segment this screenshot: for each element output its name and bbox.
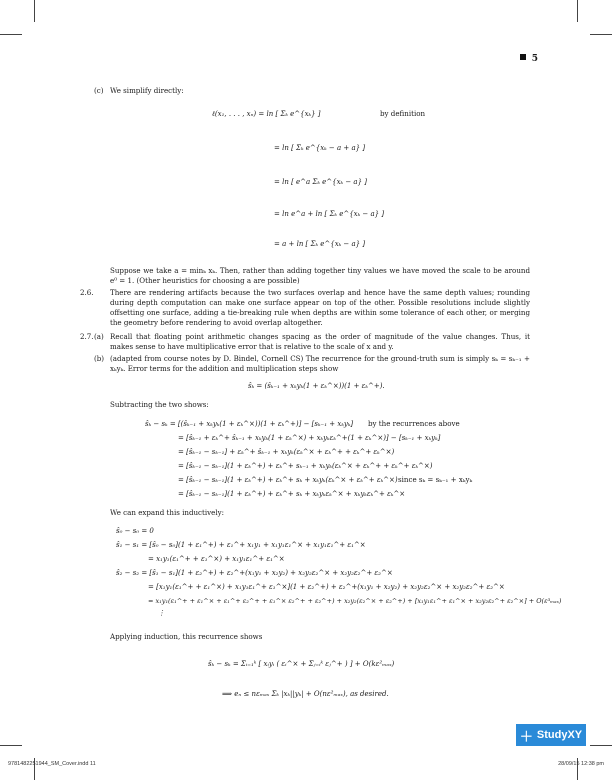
since-note: since sₖ = sₖ₋₁ + xₖyₖ (398, 475, 473, 484)
part-b-text: (adapted from course notes by D. Bindel, Cornell CS) The recurrence for the ground-truth sum is simply sₖ = sₖ₋₁ + xₖyₖ. Error terms for the addition and multiplication steps show (110, 354, 530, 373)
part-c-after: Suppose we take a = minₖ xₖ. Then, rather than adding together tiny values we have moved the scale to be around e⁰ = 1. (Other heuristics for choosing a are possible) (110, 266, 530, 285)
studyxy-logo: ＋ StudyXY (516, 724, 586, 746)
footer-left: 9781482251944_SM_Cover.indd 11 (8, 761, 96, 767)
equation-line: ⟹ eₙ ≤ nεₘₐₓ Σₖ |xₖ||yₖ| + O(nε²ₘₐₓ), as desired. (222, 690, 389, 698)
equation-line: = x₁y₁(ε₁^+ + ε₁^×) + x₁y₁ε₁^+ ε₁^× (148, 555, 285, 563)
by-definition-note: by definition (380, 109, 426, 118)
equation-line: = [ŝₖ₋₁ − sₖ₋₁] + εₖ^+ ŝₖ₋₁ + xₖyₖ(εₖ^× + εₖ^+ + εₖ^+ εₖ^×) (178, 448, 395, 456)
footer-right: 28/09/15 12:38 pm (558, 761, 604, 767)
part-a-text: Recall that floating point arithmetic changes spacing as the order of magnitude of the value changes. Thus, it makes sense to have multiplicative error that is relative to the scale of x and y. (110, 332, 530, 351)
part-c-label: (c) (94, 86, 104, 95)
crop-mark (34, 0, 35, 22)
equation-line: ŝ₀ − s₀ = 0 (116, 527, 154, 535)
equation-line: = ln e^a + ln [ Σₖ e^{xₖ − a} ] (274, 210, 385, 218)
equation-line: = x₁y₁(ε₁^+ + ε₁^× + ε₁^+ ε₂^+ + ε₁^× ε₂^+ + ε₂^+) + x₂y₂(ε₂^× + ε₂^+) + [x₁y₁ε₁^+ ε₁^× + x₂y₂ε₂^+ ε₂^×] + O(ε³ₘₐₓ) (148, 597, 562, 605)
problem-2-7-label: 2.7. (80, 332, 94, 341)
part-c-intro: We simplify directly: (110, 86, 184, 95)
equation-line: = [ŝₖ₋₁ + εₖ^+ ŝₖ₋₁ + xₖyₖ(1 + εₖ^×) + xₖyₖεₖ^+(1 + εₖ^×)] − [sₖ₋₁ + xₖyₖ] (178, 434, 441, 442)
page-number: 5 (520, 54, 538, 64)
equation-line: = a + ln [ Σₖ e^{xₖ − a} ] (274, 240, 366, 248)
subtract-intro: Subtracting the two shows: (110, 400, 209, 409)
crop-mark (577, 0, 578, 22)
induction-intro: Applying induction, this recurrence shows (110, 632, 263, 641)
problem-2-6-label: 2.6. (80, 288, 94, 297)
equation-line: = ln [ e^a Σₖ e^{xₖ − a} ] (274, 178, 368, 186)
part-b-label: (b) (94, 354, 105, 363)
recurrence-note: by the recurrences above (368, 419, 460, 428)
part-a-label: (a) (94, 332, 104, 341)
crop-mark (0, 745, 22, 746)
equation-line: = [ŝₖ₋₁ − sₖ₋₁](1 + εₖ^+) + εₖ^+ sₖ + xₖyₖ(εₖ^× + εₖ^+ εₖ^×) (178, 476, 398, 484)
equation-line: = [ŝₖ₋₁ − sₖ₋₁](1 + εₖ^+) + εₖ^+ sₖ₋₁ + xₖyₖ(εₖ^× + εₖ^+ + εₖ^+ εₖ^×) (178, 462, 433, 470)
equation-line: ℓ(x₁, . . . , xₙ) = ln [ Σₖ e^{xₖ} ] (212, 110, 321, 118)
equation-line: = [ŝₖ₋₁ − sₖ₋₁](1 + εₖ^+) + εₖ^+ sₖ + xₖyₖεₖ^× + xₖyₖεₖ^+ εₖ^× (178, 490, 406, 498)
plus-icon: ＋ (519, 728, 533, 744)
equation-line: ŝ₂ − s₂ = [ŝ₁ − s₁](1 + ε₂^+) + ε₂^+(x₁y₁ + x₂y₂) + x₂y₂ε₂^× + x₂y₂ε₂^+ ε₂^× (116, 569, 393, 577)
equation-line: = [x₁y₁(ε₁^+ + ε₁^×) + x₁y₁ε₁^+ ε₁^×](1 + ε₂^+) + ε₂^+(x₁y₁ + x₂y₂) + x₂y₂ε₂^× + x₂y₂ε₂^+ ε₂^× (148, 583, 505, 591)
equation-line: ŝ₁ − s₁ = [ŝ₀ − s₀](1 + ε₁^+) + ε₁^+ x₁y₁ + x₁y₁ε₁^× + x₁y₁ε₁^+ ε₁^× (116, 541, 366, 549)
equation-line: ŝₖ = (ŝₖ₋₁ + xₖyₖ(1 + εₖ^×))(1 + εₖ^+). (248, 382, 385, 390)
equation-line: ŝₖ − sₖ = Σᵢ₌₁ᵏ [ xᵢyᵢ ( εᵢ^× + Σⱼ₌ᵢᵏ εⱼ^+ ) ] + O(kε²ₘₐₓ) (208, 660, 395, 668)
crop-mark (590, 34, 612, 35)
equation-line: ŝₖ − sₖ = [(ŝₖ₋₁ + xₖyₖ(1 + εₖ^×))(1 + εₖ^+)] − [sₖ₋₁ + xₖyₖ] (145, 420, 354, 428)
equation-line: = ln [ Σₖ e^{xₖ − a + a} ] (274, 144, 366, 152)
crop-mark (590, 745, 612, 746)
expand-intro: We can expand this inductively: (110, 508, 225, 517)
crop-mark (0, 34, 22, 35)
ellipsis: ⋮ (158, 609, 165, 617)
problem-2-6-text: There are rendering artifacts because the two surfaces overlap and hence have the same depth values; rounding during depth computation can make one surface appear on top of the other. Possible resolutions include slightly offsetting one surface, adding a tie-breaking rule when depths are within some tolerance of each other, or merging the geometry before rendering to avoid overlap altogether. (110, 288, 530, 327)
